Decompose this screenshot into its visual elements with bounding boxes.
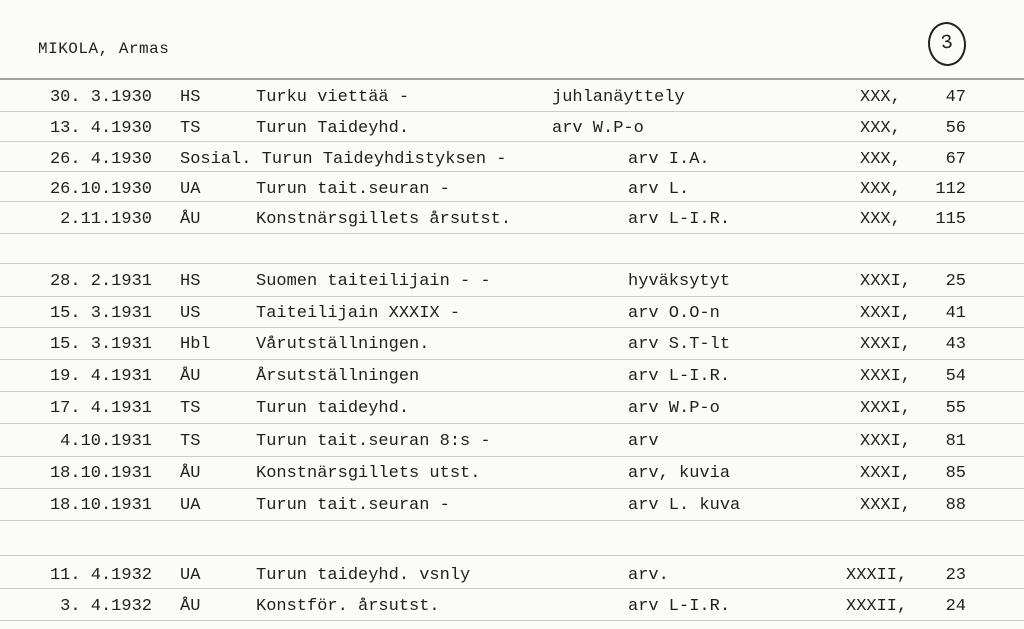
entry-volume: XXXI,	[860, 399, 912, 418]
entry-date: 18.10.1931	[49, 496, 152, 515]
entry-title: Turun taideyhd. vsnly	[256, 566, 471, 585]
entry-source: ÅU	[180, 464, 201, 483]
entry-date: 30. 3.1930	[49, 88, 152, 107]
entry-volume: XXX,	[860, 119, 901, 138]
entry-note: arv, kuvia	[628, 464, 731, 483]
entry-title: Konstnärsgillets utst.	[256, 464, 481, 483]
entry-title: Årsutställningen	[256, 367, 420, 386]
entry-source: TS	[180, 119, 201, 138]
entry-date: 3. 4.1932	[60, 597, 152, 616]
card-heading: MIKOLA, Armas	[38, 40, 170, 58]
entry-row	[0, 268, 1024, 298]
entry-volume: XXX,	[860, 88, 901, 107]
entry-page: 54	[945, 367, 966, 386]
entry-page: 67	[945, 150, 966, 169]
entry-title: Turun tait.seuran -	[256, 180, 450, 199]
entry-row	[0, 84, 1024, 114]
entry-date: 17. 4.1931	[49, 399, 152, 418]
entry-date: 15. 3.1931	[49, 335, 152, 354]
entry-volume: XXXI,	[860, 335, 912, 354]
entry-page: 56	[945, 119, 966, 138]
entry-title: Turun tait.seuran -	[256, 496, 450, 515]
entry-title: Turun taideyhd.	[256, 399, 410, 418]
entry-source: TS	[180, 399, 201, 418]
entry-source: UA	[180, 566, 201, 585]
entry-volume: XXX,	[860, 210, 901, 229]
entry-note: arv	[628, 432, 659, 451]
entry-source: UA	[180, 496, 201, 515]
entry-note: arv L-I.R.	[628, 597, 731, 616]
entry-source: ÅU	[180, 597, 201, 616]
entry-title: Suomen taiteilijain - -	[256, 272, 491, 291]
entry-row	[0, 176, 1024, 206]
entry-row	[0, 206, 1024, 236]
circled-page-number: 3	[926, 20, 968, 68]
entry-page: 47	[945, 88, 966, 107]
entry-source: HS	[180, 88, 201, 107]
entry-source: ÅU	[180, 367, 201, 386]
entry-note: arv I.A.	[628, 150, 710, 169]
entry-date: 11. 4.1932	[49, 566, 152, 585]
entry-date: 19. 4.1931	[49, 367, 152, 386]
entry-row	[0, 593, 1024, 623]
entry-note: juhlanäyttely	[552, 88, 685, 107]
entry-note: arv O.O-n	[628, 304, 720, 323]
entry-page: 23	[945, 566, 966, 585]
entry-volume: XXXI,	[860, 496, 912, 515]
entry-source: US	[180, 304, 201, 323]
entry-row	[0, 331, 1024, 361]
entry-volume: XXX,	[860, 180, 901, 199]
entry-date: 15. 3.1931	[49, 304, 152, 323]
entry-page: 115	[935, 210, 966, 229]
entry-date: 28. 2.1931	[49, 272, 152, 291]
entry-volume: XXX,	[860, 150, 901, 169]
entry-source: TS	[180, 432, 201, 451]
entry-source: HS	[180, 272, 201, 291]
entry-title: Konstför. årsutst.	[256, 597, 440, 616]
entry-page: 81	[945, 432, 966, 451]
entry-volume: XXXII,	[846, 566, 908, 585]
entry-note: arv W.P-o	[628, 399, 720, 418]
entry-title: Turun tait.seuran 8:s -	[256, 432, 491, 451]
entry-volume: XXXI,	[860, 272, 912, 291]
entry-row	[0, 395, 1024, 425]
entry-date: 26. 4.1930	[49, 150, 152, 169]
entry-row	[0, 115, 1024, 145]
entry-page: 55	[945, 399, 966, 418]
entry-title: Turku viettää -	[256, 88, 410, 107]
entry-title: Taiteilijain XXXIX -	[256, 304, 461, 323]
entry-volume: XXXI,	[860, 432, 912, 451]
entry-volume: XXXI,	[860, 304, 912, 323]
entry-title: Turun Taideyhd.	[256, 119, 410, 138]
entry-row	[0, 146, 1024, 176]
entry-page: 25	[945, 272, 966, 291]
entry-date: 2.11.1930	[60, 210, 152, 229]
entry-row	[0, 428, 1024, 458]
entry-date: 26.10.1930	[49, 180, 152, 199]
entry-date: 4.10.1931	[60, 432, 152, 451]
entry-volume: XXXI,	[860, 464, 912, 483]
entry-title: Vårutställningen.	[256, 335, 430, 354]
entry-note: arv.	[628, 566, 669, 585]
entry-source: ÅU	[180, 210, 201, 229]
entry-note: arv L. kuva	[628, 496, 741, 515]
entry-note: arv L.	[628, 180, 690, 199]
entry-page: 112	[935, 180, 966, 199]
entry-row	[0, 363, 1024, 393]
entry-page: 43	[945, 335, 966, 354]
entry-page: 85	[945, 464, 966, 483]
entry-title: Konstnärsgillets årsutst.	[256, 210, 512, 229]
entry-volume: XXXI,	[860, 367, 912, 386]
card-rule-line	[0, 78, 1024, 80]
entry-note: arv S.T-lt	[628, 335, 731, 354]
entry-row	[0, 562, 1024, 592]
entry-note: arv L-I.R.	[628, 367, 731, 386]
entry-source: Sosial. Turun Taideyhdistyksen -	[180, 150, 507, 169]
card-rule-line	[0, 555, 1024, 556]
entry-date: 18.10.1931	[49, 464, 152, 483]
entry-page: 88	[945, 496, 966, 515]
card-rule-line	[0, 263, 1024, 264]
entry-page: 41	[945, 304, 966, 323]
entry-note: arv W.P-o	[552, 119, 644, 138]
entry-source: Hbl	[180, 335, 211, 354]
entry-page: 24	[945, 597, 966, 616]
entry-note: hyväksytyt	[628, 272, 731, 291]
entry-row	[0, 460, 1024, 490]
entry-source: UA	[180, 180, 201, 199]
entry-volume: XXXII,	[846, 597, 908, 616]
entry-row	[0, 492, 1024, 522]
entry-row	[0, 300, 1024, 330]
entry-date: 13. 4.1930	[49, 119, 152, 138]
entry-note: arv L-I.R.	[628, 210, 731, 229]
